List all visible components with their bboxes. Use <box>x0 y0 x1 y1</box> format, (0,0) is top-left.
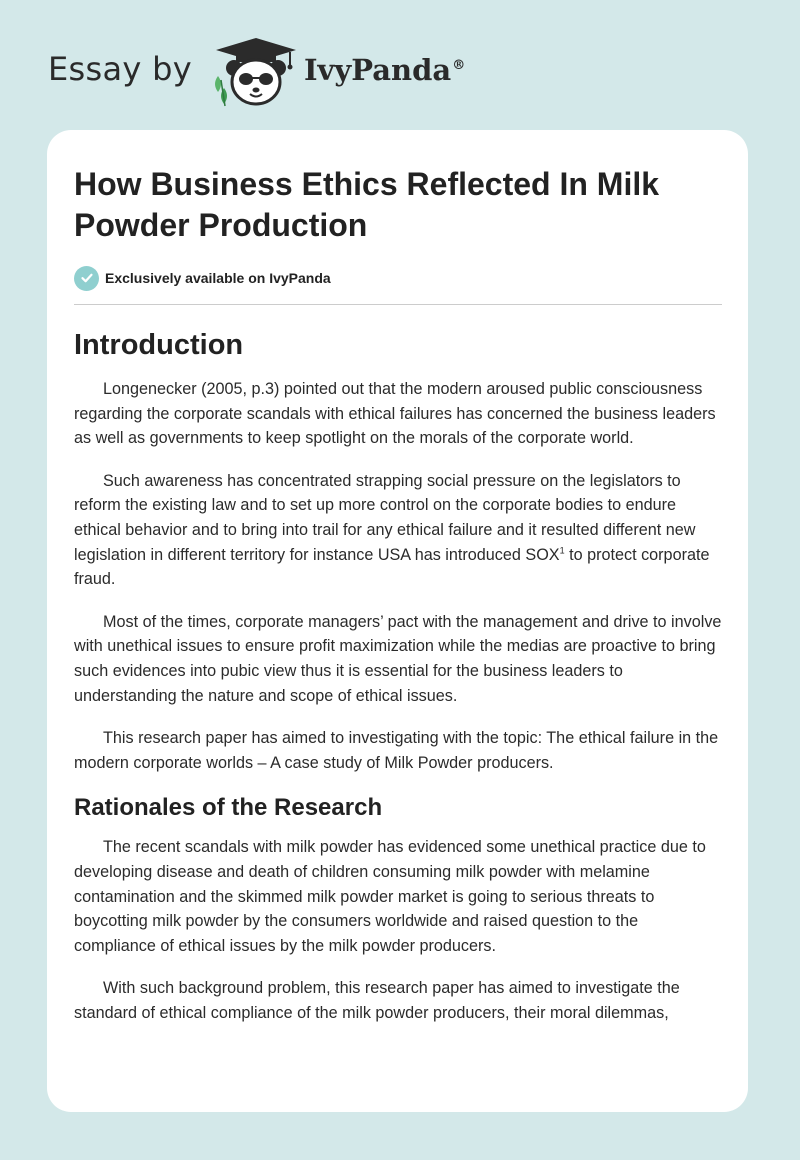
paragraph <box>74 469 722 592</box>
paragraph: This research paper has aimed to investigating with the topic: The ethical failure in the modern corporate worlds – A case study of Milk Powder producers. <box>74 729 719 772</box>
checkmark-icon <box>74 266 99 291</box>
paragraph: With such background problem, this research paper has aimed to investigate the standard of ethical compliance of the milk powder producers, their moral dilemmas, <box>74 979 680 1022</box>
brand-name-text: IvyPanda <box>303 53 452 87</box>
paragraph-text: Such awareness has concentrated strapping social pressure on the legislators to reform the existing law and to set up more control on the corporate bodies to endure ethical behavior and to bring into trail for any ethical failure and it resulted different new legislation in different territory for instance USA has introduced SOX <box>74 471 696 564</box>
essay-title: How Business Ethics Reflected In Milk Powder Production <box>74 166 660 243</box>
brand-name <box>304 53 465 87</box>
section-heading-introduction: Introduction <box>74 329 244 361</box>
footnote-marker[interactable]: 1 <box>559 545 565 556</box>
paragraph: Longenecker (2005, p.3) pointed out that the modern aroused public consciousness regarding the corporate scandals with ethical failures has concerned the business leaders as well as governments to keep spotlight on the morals of the corporate world. <box>74 380 716 448</box>
title-divider <box>74 304 722 305</box>
paragraph-text: to protect corporate fraud. <box>74 545 710 589</box>
section-heading-rationales: Rationales of the Research <box>74 794 383 822</box>
registered-mark: ® <box>452 58 466 74</box>
exclusive-badge <box>74 264 722 292</box>
brand-header[interactable] <box>48 36 465 108</box>
essay-card <box>47 130 748 1112</box>
panda-logo-icon <box>210 36 302 108</box>
paragraph: Most of the times, corporate managers’ pact with the management and drive to involve with unethical issues to ensure profit maximization while the medias are proactive to bring such evidences into pubic view thus it is essential for the business leaders to understanding the nature and scope of ethical issues. <box>74 612 722 705</box>
exclusive-badge-label: Exclusively available on IvyPanda <box>105 270 331 286</box>
paragraph: The recent scandals with milk powder has evidenced some unethical practice due to developing disease and death of children consuming milk powder with melamine contamination and the skimmed milk powder market is going to serious threats to boycotting milk powder by the consumers worldwide and raised question to the compliance of ethical issues by the milk powder producers. <box>74 838 706 955</box>
brand-prefix: Essay by <box>48 50 192 88</box>
